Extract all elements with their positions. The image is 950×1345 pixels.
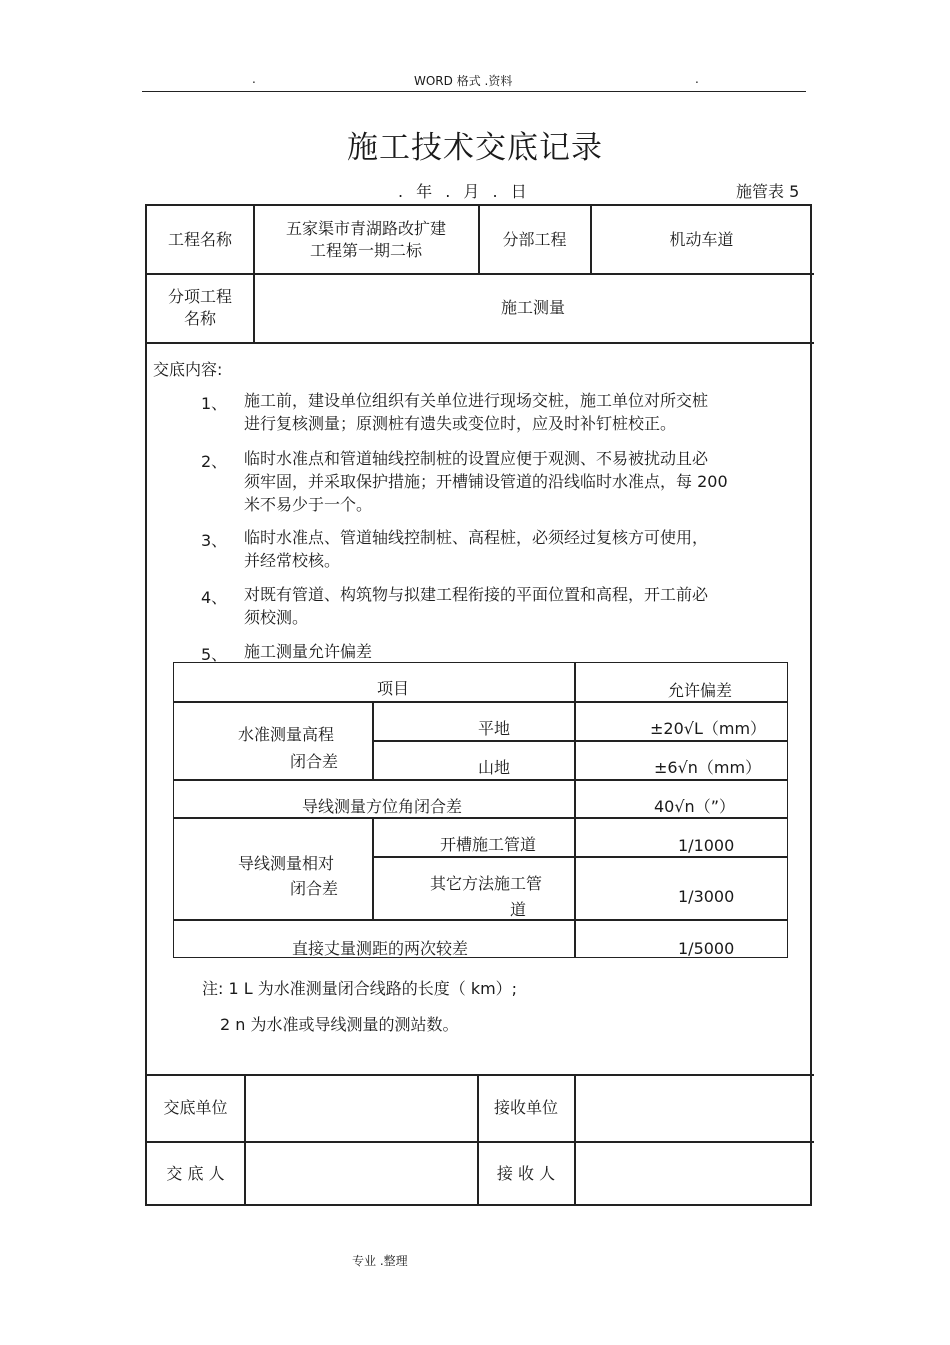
project-name-line1: 五家渠市青湖路改扩建 (285, 218, 446, 238)
issuer-person-label: 交 底 人 (166, 1164, 225, 1183)
deviation-table (173, 662, 788, 958)
project-name-line2: 工程第一期二标 (309, 240, 422, 260)
page-title: 施工技术交底记录 (347, 130, 603, 166)
item-line: 临时水准点、管道轴线控制桩、高程桩，必须经过复核方可使用， (244, 528, 709, 547)
list-item (244, 389, 708, 435)
row-divider (174, 919, 787, 921)
flat-terrain: 平地 (478, 719, 511, 738)
subitem-label (147, 274, 253, 342)
trench-pipe: 开槽施工管道 (440, 835, 537, 854)
level-label-line2: 闭合差 (290, 752, 339, 771)
header-rule (142, 91, 806, 92)
project-name-label: 工程名称 (167, 229, 232, 249)
item-line: 并经常校核。 (244, 551, 341, 570)
list-item (244, 526, 708, 572)
col-divider (372, 701, 374, 779)
col-divider (372, 817, 374, 920)
traverse-label-line2: 闭合差 (290, 879, 339, 898)
header-dot-left: . (252, 72, 256, 86)
tape-tolerance: 1/5000 (678, 939, 735, 958)
list-item (244, 447, 728, 516)
item-number: 4、 (201, 588, 228, 607)
subitem-value: 施工测量 (500, 298, 565, 317)
subitem-label-line2: 名称 (183, 309, 216, 328)
form-number: 施管表 5 (736, 182, 800, 201)
item-line: 临时水准点和管道轴线控制桩的设置应便于观测、不易被扰动且必 (244, 449, 709, 468)
receiver-unit-field[interactable] (575, 1075, 812, 1141)
col-divider (574, 663, 576, 957)
item-line: 进行复核测量；原测桩有遗失或变位时，应及时补钉桩校正。 (244, 414, 677, 433)
receiver-person-field[interactable] (575, 1142, 812, 1206)
subitem-label-line1: 分项工程 (167, 287, 232, 306)
item-number: 1、 (201, 394, 228, 413)
item-line: 施工测量允许偏差 (244, 642, 373, 661)
item-line: 须牢固，并采取保护措施；开槽铺设管道的沿线临时水准点，每 200 (244, 472, 728, 491)
list-item (244, 640, 372, 663)
flat-tolerance: ±20√L（mm） (650, 719, 767, 738)
header-dot-right: . (695, 72, 699, 86)
project-name-value (254, 206, 478, 273)
other-method-line2: 道 (510, 900, 527, 919)
trench-tolerance: 1/1000 (678, 836, 735, 855)
row-divider (147, 342, 814, 344)
tape-difference: 直接丈量测距的两次较差 (292, 939, 469, 958)
item-line: 施工前，建设单位组织有关单位进行现场交桩，施工单位对所交桩 (244, 391, 709, 410)
note-line2: 2 n 为水准或导线测量的测站数。 (220, 1015, 459, 1034)
note-line1: 注: 1 L 为水准测量闭合线路的长度（ km）; (202, 979, 518, 998)
item-line: 对既有管道、构筑物与拟建工程衔接的平面位置和高程，开工前必 (244, 585, 709, 604)
issuer-unit-field[interactable] (245, 1075, 477, 1141)
item-number: 3、 (201, 531, 228, 550)
list-item (244, 583, 708, 629)
item-number: 2、 (201, 452, 228, 471)
azimuth-closure: 导线测量方位角闭合差 (302, 797, 463, 816)
azimuth-tolerance: 40√n（”） (654, 797, 735, 816)
col-header-tolerance: 允许偏差 (668, 681, 733, 700)
other-method-line1: 其它方法施工管 (430, 874, 543, 893)
other-tolerance: 1/3000 (678, 887, 735, 906)
item-line: 须校测。 (244, 608, 309, 627)
traverse-label-line1: 导线测量相对 (238, 854, 335, 873)
content-heading: 交底内容: (153, 360, 223, 379)
date-line: . 年 . 月 . 日 (398, 182, 531, 201)
mountain-tolerance: ±6√n（mm） (654, 758, 762, 777)
header-center: WORD 格式 .资料 (414, 74, 513, 88)
issuer-unit-label: 交底单位 (163, 1098, 228, 1117)
footer: 专业 .整理 (352, 1254, 408, 1268)
division-label: 分部工程 (502, 229, 567, 249)
receiver-unit-label: 接收单位 (493, 1098, 558, 1117)
col-header-item: 项目 (377, 679, 410, 698)
receiver-person-label: 接 收 人 (496, 1164, 556, 1183)
issuer-person-field[interactable] (245, 1142, 477, 1206)
item-number: 5、 (201, 645, 228, 664)
mountain-terrain: 山地 (478, 758, 511, 777)
level-label-line1: 水准测量高程 (238, 725, 335, 744)
item-line: 米不易少于一个。 (244, 495, 373, 514)
division-value: 机动车道 (669, 229, 734, 249)
